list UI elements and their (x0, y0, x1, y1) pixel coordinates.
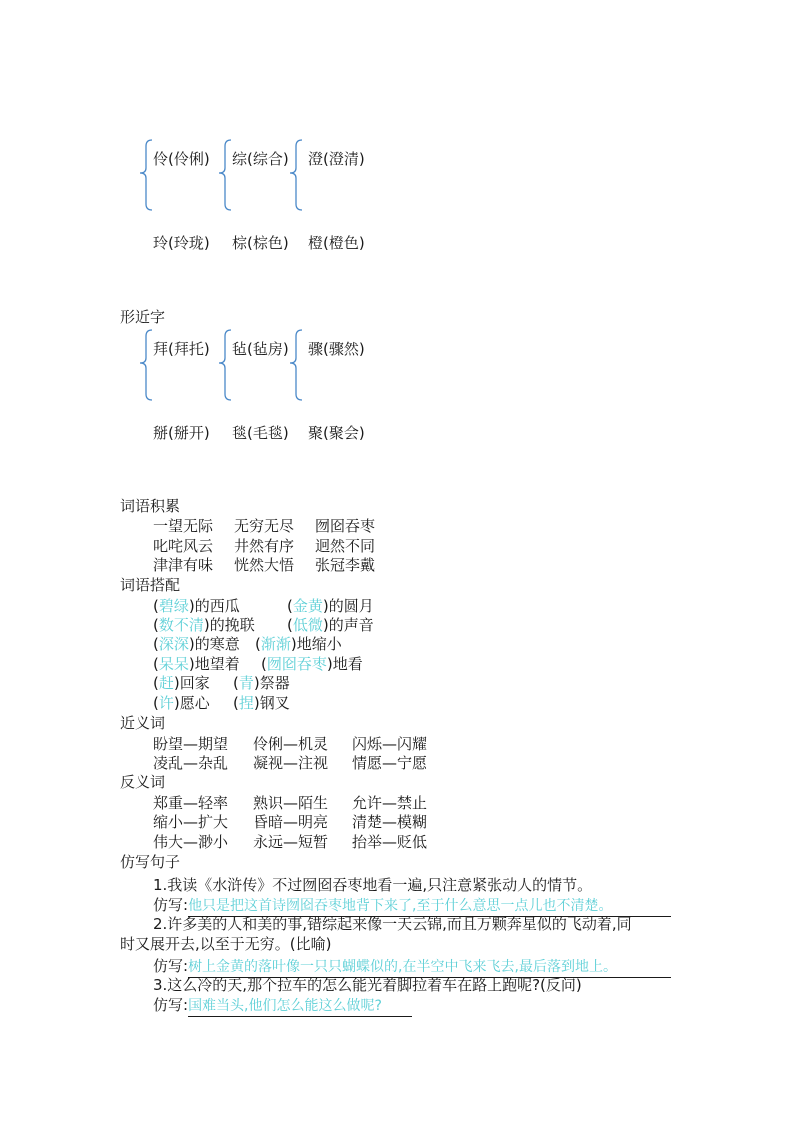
word-item: 迥然不同 (315, 537, 376, 555)
char-pair: 骤(骤然) (308, 340, 365, 358)
synonym-pair: 凝视—注视 (253, 754, 329, 772)
synonym-pair: 凌乱—杂乱 (153, 754, 229, 772)
collocation-item: (许)愿心 (153, 694, 210, 712)
antonym-pair: 抬举—贬低 (352, 833, 428, 851)
imitation-line-1 (153, 896, 671, 917)
collocation-item: (呆呆)地望着 (153, 655, 240, 673)
collocation-item: (捏)钢叉 (233, 694, 290, 712)
word-item: 津津有味 (153, 556, 214, 574)
word-item: 无穷无尽 (234, 517, 295, 535)
synonym-pair: 情愿—宁愿 (352, 754, 428, 772)
section-title-synonyms: 近义词 (120, 714, 166, 732)
collocation-item: (低微)的声音 (287, 616, 374, 634)
imitation-answer-1: 他只是把这首诗囫囵吞枣地背下来了,至于什么意思一点儿也不清楚。 (188, 897, 671, 917)
imitation-line-2 (153, 957, 671, 978)
word-item: 囫囵吞枣 (315, 517, 376, 535)
char-pair: 棕(棕色) (232, 234, 289, 252)
antonym-pair: 郑重—轻率 (153, 794, 229, 812)
synonym-pair: 盼望—期望 (153, 735, 229, 753)
word-item: 张冠李戴 (315, 556, 376, 574)
imitation-label: 仿写: (153, 957, 189, 975)
antonym-pair: 永远—短暂 (253, 833, 329, 851)
section-title-antonyms: 反义词 (120, 773, 166, 791)
antonym-pair: 伟大—渺小 (153, 833, 229, 851)
char-pair: 橙(橙色) (308, 234, 365, 252)
synonym-pair: 伶俐—机灵 (253, 735, 329, 753)
collocation-item: (赶)回家 (153, 674, 210, 692)
char-pair: 毡(毡房) (232, 340, 289, 358)
antonym-pair: 清楚—模糊 (352, 813, 428, 831)
collocation-item: (囫囵吞枣)地看 (261, 655, 363, 673)
sentence-2a: 2.许多美的人和美的事,错综起来像一天云锦,而且万颗奔星似的飞动着,同 (153, 915, 632, 933)
antonym-pair: 昏暗—明亮 (253, 813, 329, 831)
collocation-item: (渐渐)地缩小 (255, 635, 342, 653)
imitation-label: 仿写: (153, 896, 189, 914)
word-item: 恍然大悟 (234, 556, 295, 574)
char-pair: 伶(伶俐) (153, 150, 210, 168)
imitation-label: 仿写: (153, 996, 189, 1014)
char-pair: 掰(掰开) (153, 424, 210, 442)
antonym-pair: 允许—禁止 (352, 794, 428, 812)
char-pair: 聚(聚会) (308, 424, 365, 442)
char-pair: 玲(玲珑) (153, 234, 210, 252)
antonym-pair: 缩小—扩大 (153, 813, 229, 831)
char-pair: 毯(毛毯) (232, 424, 289, 442)
collocation-item: (数不清)的挽联 (153, 616, 255, 634)
synonym-pair: 闪烁—闪耀 (352, 735, 428, 753)
char-pair: 综(综合) (232, 150, 289, 168)
antonym-pair: 熟识—陌生 (253, 794, 329, 812)
char-pair: 澄(澄清) (308, 150, 365, 168)
section-title-similar-chars: 形近字 (120, 308, 166, 326)
word-item: 叱咤风云 (153, 537, 214, 555)
sentence-2b: 时又展开去,以至于无穷。(比喻) (120, 935, 332, 953)
imitation-line-3 (153, 996, 412, 1017)
word-item: 一望无际 (153, 517, 214, 535)
imitation-answer-2: 树上金黄的落叶像一只只蝴蝶似的,在半空中飞来飞去,最后落到地上。 (188, 958, 671, 978)
char-pair: 拜(拜托) (153, 340, 210, 358)
section-title-words: 词语积累 (120, 497, 181, 515)
collocation-item: (金黄)的圆月 (287, 597, 374, 615)
word-item: 井然有序 (234, 537, 295, 555)
sentence-1: 1.我读《水浒传》不过囫囵吞枣地看一遍,只注意紧张动人的情节。 (153, 876, 593, 894)
collocation-item: (青)祭器 (233, 674, 290, 692)
collocation-item: (碧绿)的西瓜 (153, 597, 240, 615)
sentence-3: 3.这么冷的天,那个拉车的怎么能光着脚拉着车在路上跑呢?(反问) (153, 976, 582, 994)
collocation-item: (深深)的寒意 (153, 635, 240, 653)
section-title-collocation: 词语搭配 (120, 576, 181, 594)
imitation-answer-3: 国难当头,他们怎么能这么做呢? (188, 997, 412, 1017)
section-title-imitation: 仿写句子 (120, 853, 181, 871)
